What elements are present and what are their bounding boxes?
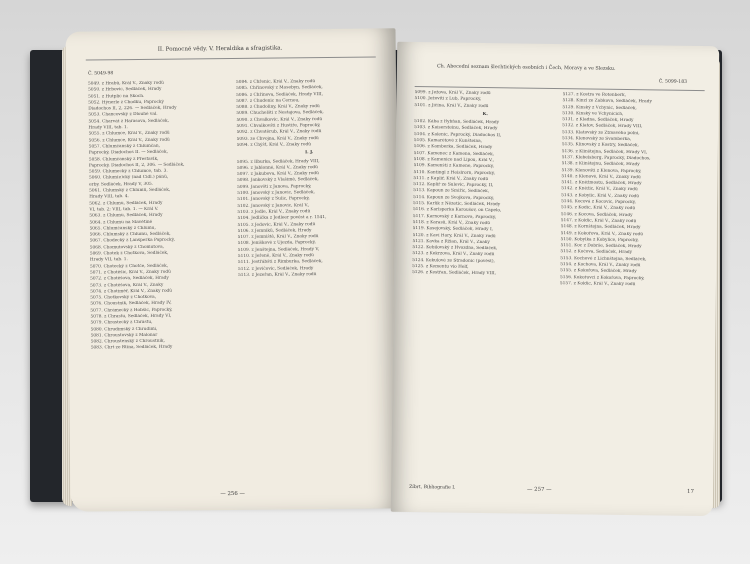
index-entry: 5049. z Hrabů, Král V., Znaky rodů (88, 80, 164, 87)
index-entry: 5099. Janovští z Janova, Paprocký, (237, 183, 312, 190)
left-column-a (88, 80, 231, 352)
index-entry: 5129. Kinský z Vchynic, Sedláček, (562, 104, 637, 111)
index-entry: 5113. z Jezeřan, Král V., Znaky rodů (238, 272, 317, 278)
index-entry: 5114. Kapoun ze Svojkova, Paprocký, (413, 194, 495, 201)
index-entry: 5089. Chuchelští z Nestajova, Sedláček, (236, 110, 324, 117)
index-entry: VI, tab. 2; VIII, tab. 1. — Král V. (89, 206, 159, 213)
index-entry: 5123. z Kekrzova, Král V., Znaky rodů (412, 251, 495, 258)
left-page-folio: — 256 — (220, 490, 245, 498)
index-entry: 5153. Kochové z Lichnštejna, Sedláček, (560, 255, 647, 262)
index-entry: 5143. z Kobylic, Král V., Znaky rodů (561, 192, 640, 199)
index-entry: 5110. z Jeřeně, Král V., Znaky rodů (237, 253, 314, 259)
index-entry: 5067. Chodecký z Lanšperka Paprocký, (89, 238, 175, 244)
index-entry: 5063. z Chlumu, Sedláček, Hrady (89, 212, 163, 219)
index-entry: 5157. z Koldic, Král V., Znaky rodů (559, 280, 636, 288)
index-entry: 5097. z Jakubova, Král V., Znaky rodů (236, 171, 319, 178)
index-entry: 5133. Klatovský ze Ztmavého polní, (562, 129, 640, 136)
index-entry: 5092. z Chvatěrub, Král V., Znaky rodů (236, 129, 322, 136)
index-entry: 5127. z Kostra ve Rotenberk, (562, 92, 627, 98)
index-entry: 5103. z Jedle, Král V., Znaky rodů (237, 209, 311, 215)
index-entry: Hrady VIII, tab. 1. (88, 125, 129, 131)
index-entry: erby. Sedláček, Hrady V, 305. (89, 181, 154, 188)
index-entry: Diadochos II, 2, 226. — Sedláček, Hrady (88, 105, 177, 112)
index-entry: 5124. Kekulové ze Stradonic (pověst), (412, 257, 495, 264)
index-entry: 5140. z Klenové, Král V., Znaky rodů (561, 173, 641, 181)
index-entry: 5106. z Kamberka, Sedláček, Hrady (413, 144, 493, 151)
index-entry: 5062. z Chlumu, Sedláček, Hrady (89, 200, 163, 207)
index-entry: Paprocký, Diadochos II. — Sedláček, (88, 149, 168, 156)
index-entry: 5074. z Chotiměř, Král V., Znaky rodů (90, 288, 173, 295)
index-entry: 5069. Chotek z Chotkova, Sedláček, (89, 250, 169, 257)
index-entry: 5152. z Kočova, Sedláček, Hrady (560, 249, 633, 256)
index-entry: 5058. Chlumčanský z Přestavlk, (88, 156, 159, 163)
index-entry: 5055. z Chlumce, Král V., Znaky rodů (88, 131, 170, 137)
index-entry: 5107. z Jemniště, Král V., Znaky rodů (237, 234, 319, 241)
index-entry: 5109. z Jenštejna, Sedláček, Hrady V, (237, 246, 320, 253)
right-page (391, 42, 720, 516)
index-entry: 5120. z Kaví Hory, Král V., Znaky rodů (412, 232, 496, 239)
right-page-header: Ch. Abecední seznam šlechtických osobních i Čech, Moravy a ve Slezsku. (436, 64, 616, 72)
index-entry: 5071. z Chotěšic, Král V., Znaky rodů (89, 269, 171, 276)
index-entry: 5085. Chřinovský z Mosebyn, Sedláček, (236, 85, 323, 92)
index-entry: 5053. Chancovský z Dlouhé val. (88, 112, 158, 118)
right-column-a (412, 90, 557, 279)
index-entry: 5116. z Karlsperka Karoušov, on Capelo, (412, 207, 502, 214)
index-entry: 5108. Jeníškové z Újezda, Paprocký, (237, 240, 316, 247)
index-entry: 5112. z Jevíčovic, Sedláček, Hrady (237, 265, 314, 272)
index-entry: 5059. Chlumecký z Chlumce, tab. 3. (88, 168, 168, 175)
index-entry: 5148. z Kornštejna, Sedláček, Hrady (560, 224, 641, 231)
index-entry: 5095. z Ilburka, Sedláček, Hrady VIII, (236, 158, 320, 165)
index-entry: 5108. z Kamenice nad Lipou, Král V., (413, 156, 494, 164)
index-entry: 5117. Karnovský z Karnova, Paprocký, (412, 213, 497, 220)
index-entry: 5073. z Chotěšova, Král V., Znaky (90, 282, 164, 288)
section-letter: I. J. (305, 150, 314, 156)
index-entry: 5111. Jestřábští z Rimburka, Sedláček, (237, 259, 323, 266)
index-entry: 5137. Klebelsberg, Paprocký, Diadochos, (561, 155, 651, 162)
right-column-b (560, 92, 708, 289)
index-entry: 5057. Chlumčanský z Chlumčan, (88, 143, 161, 150)
index-entry: 5104. z Kalenic, Paprocký, Diadochos II, (413, 131, 502, 139)
index-entry: 5118. z Karasů, Král V., Znaky rodů (412, 219, 491, 227)
index-entry: 5077. Chrámecký z Hobšic, Paprocký, (90, 307, 173, 314)
index-entry: 5098. Jankovský z Vlašimě, Sedláček, (237, 177, 319, 184)
index-entry: 5070. Chotecký z Chotče, Sedláček, (89, 263, 169, 270)
index-entry: 5139. Klenovští z Klenova, Paprocký, (561, 167, 642, 174)
right-page-range: Č. 5099-183 (658, 79, 688, 85)
index-entry: 5155. z Kokořova, Sedláček, Hrady (560, 268, 637, 275)
index-entry: 5080. Chrudimský z Chrudimi, (90, 326, 158, 333)
index-entry: 5079. Chrastecký z Chrástu, (90, 320, 153, 326)
index-entry: 5135. Klinovský z Kostry, Sedláček, (561, 142, 639, 149)
index-entry: 5107. Kamenec z Kamena, Sedláček, (413, 150, 495, 157)
index-entry: 5102. Kába z Rybňan, Sedláček, Hrady (414, 119, 500, 126)
index-entry: 5100. Ježovití z Lub, Paprocký, (414, 96, 482, 103)
index-entry: 5106. z Jemníků, Sedláček, Hrady (237, 228, 312, 234)
index-entry: 5086. z Chřínova, Sedláček, Hrady VIII, (236, 91, 323, 98)
index-entry: 5122. Kebilovský z Hvozdna, Sedláček, (412, 245, 498, 252)
index-entry: 5090. z Chvalkovic, Král V., Znaky rodů (236, 116, 323, 123)
index-entry: 5151. Koc z Dobrše, Sedláček, Hrady (560, 243, 642, 250)
index-entry: 5088. z Chudoliny, Král V., Znaky rodů (236, 104, 320, 111)
index-entry: 5105. Kamarétové z Kunšteina, (413, 138, 483, 145)
index-entry: 5142. z Kněžic, Král V., Znaky rodů (561, 186, 638, 193)
index-entry: 5126. z Kestřan, Sedláček, Hrady VIII, (412, 270, 497, 277)
index-entry: 5130. Kinský ve Vchynicích, (562, 110, 624, 117)
index-entry: 5150. Kobylka z Kobylice, Paprocký, (560, 236, 639, 243)
index-entry: 5093. ze Chvojna, Král V., Znaky rodů (236, 135, 319, 142)
index-entry: 5121. Kavka z Ržian, Král V., Znaky (412, 238, 490, 245)
index-entry: 5061. Chlumský z Chlumů, Sedláček, (89, 187, 171, 194)
index-entry: 5102. Janovský z Janovic, Král V., (237, 202, 310, 209)
index-entry: 5060. Chlum(e)cký (nad Cidl.) pánů, (89, 175, 169, 181)
index-entry: 5110. Kantingl z Heislrorn, Paprocký, (413, 169, 496, 176)
left-page-range: Č. 5049-98 (87, 71, 114, 77)
index-entry: Hrady VIII, tab. 4. (89, 194, 129, 200)
section-letter: K. (482, 111, 488, 117)
index-entry: 5113. Kapoun ze Smiřic, Sedláček, (413, 188, 490, 195)
index-entry: 5144. Kocová z Kocovic, Paprocký, (561, 199, 636, 206)
index-entry: 5141. z Kněžmostu, Sedláček, Hrady (561, 180, 642, 187)
right-page-signature: 17 (686, 488, 694, 495)
index-entry: 5134. Klenovský ze Švamberka, (561, 136, 632, 143)
index-entry: 5112. Kaplíř ze Sulevic, Paprocký, II, (413, 182, 494, 189)
index-entry: 5094. z Chýšť, Král V., Znaky rodů (236, 142, 312, 148)
index-entry: 5050. z Hrbovic, Sedláček, Hrady (88, 87, 162, 93)
index-entry: 5096. z Jablonné, Král V., Znaky rodů (236, 164, 318, 171)
left-column-b (236, 78, 383, 279)
right-page-folio: — 257 — (527, 486, 552, 493)
index-entry: 5083. Chrt ze Rtína, Sedláček, Hrady (90, 345, 173, 351)
index-entry: 5132. z Klatov, Sedláček, Hrady VIII, (562, 123, 643, 130)
index-entry: 5087. z Chudenic na Černou, (236, 98, 300, 104)
index-entry: 5052. Hýnerle z Chodku, Paprocký (88, 99, 164, 106)
index-entry: 5115. Karlík z Nězetic, Sedláček, Hrady (413, 201, 501, 208)
index-entry: 5149. z Kokořova, Král V., Znaky rodů (560, 230, 644, 237)
index-entry: 5119. Kasejovský, Sedláček, Hrady I, (412, 226, 494, 233)
index-entry: 5082. Chroustenský z Chroustník, (90, 338, 165, 345)
index-entry: 5072. z Chotěšova, Sedláček, Hrady (90, 275, 169, 282)
index-entry: 5075. Chotkovský z Chotkova, (90, 294, 157, 301)
index-entry: 5104. Jedlička z Jedleer pověst a r. 1541, (237, 215, 327, 222)
index-entry: 5076. Choustník, Sedláček, Hrady IV, (90, 301, 172, 307)
index-entry: 5078. z Chrastu, Sedláček, Hrady VI, (90, 313, 172, 320)
index-entry: 5081. Chroustovský z Malonar (90, 332, 158, 339)
index-entry: 5101. z Jičína, Král V., Znaky rodů (414, 102, 489, 109)
index-entry: 5128. Kinzl ze Žabkova, Sedláček, Hrady (562, 98, 652, 105)
index-entry: 5105. z Jedovic, Král V., Znaky rodů (237, 221, 316, 228)
right-page-footer-left: Zíbrt, Bibliografie I. (409, 484, 456, 491)
index-entry: 5054. Charvát z Harasova, Sedláček, (88, 118, 170, 125)
index-entry: 5084. z Chřenic, Král V., Znaky rodů (236, 79, 316, 85)
index-entry: 5066. Chlumský z Chlumu, Sedláček, (89, 231, 171, 238)
index-entry: Paprocký, Diadochos II, 2, 306. — Sedláček, (88, 162, 185, 169)
index-entry: 5101. Janovský z Sulic, Paprocký, (237, 196, 310, 203)
left-page-header: II. Pomocné vědy. V. Heraldika a sfragistika. (157, 45, 283, 53)
index-entry: 5125. z Kementu vio Helf, (412, 264, 469, 270)
index-entry: Hrady VII, tab. 1. (89, 257, 128, 263)
index-entry: 5051. z Hutplic na Škoch. (88, 93, 145, 100)
index-entry: 5131. z Kladna, Sedláček, Hrady (562, 117, 634, 124)
index-entry: 5056. z Chlumce, Král V., Znaky rodů (88, 137, 170, 144)
index-entry: 5146. z Kocova, Sedláček, Hrady (560, 211, 633, 218)
index-entry: 5154. z Kochova, Král V., Znaky rodů (560, 262, 641, 269)
index-entry: 5136. z Klinštejna, Sedláček, Hrady VI, (561, 148, 648, 155)
index-entry: 5064. z Chlumu na Slavětíně (89, 219, 153, 226)
index-entry: 5147. z Koldic, Král V., Znaky rodů (560, 218, 637, 225)
index-entry: 5065. Chlumčanský z Chlumu, (89, 225, 156, 232)
index-entry: 5145. z Kodic, Král V., Znaky rodů (560, 205, 636, 212)
index-entry: 5111. z Kapliř, Král V., Znaky rodů (413, 175, 489, 182)
index-entry: 5156. Kokořovci z Kokořova, Paprocký, (559, 274, 645, 281)
index-entry: 5068. Chomutovský z Chomutova, (89, 244, 165, 251)
left-page (65, 28, 400, 511)
index-entry: 5103. z Kaisersteinu, Sedláček, Hrady (414, 125, 498, 132)
index-entry: 5109. Kamenští z Kamene, Paprocký, (413, 163, 495, 170)
index-entry: 5099. z Ježova, Král V., Znaky rodů (414, 90, 491, 97)
left-header-rule (86, 56, 376, 60)
index-entry: 5138. z Klinštejnu, Sedláček, Hrady (561, 161, 640, 168)
index-entry: 5100. Janovský z Janovic, Sedláček, (237, 190, 315, 196)
index-entry: 5091. Chvalkovští z Hustíře, Paprocký, (236, 123, 321, 130)
